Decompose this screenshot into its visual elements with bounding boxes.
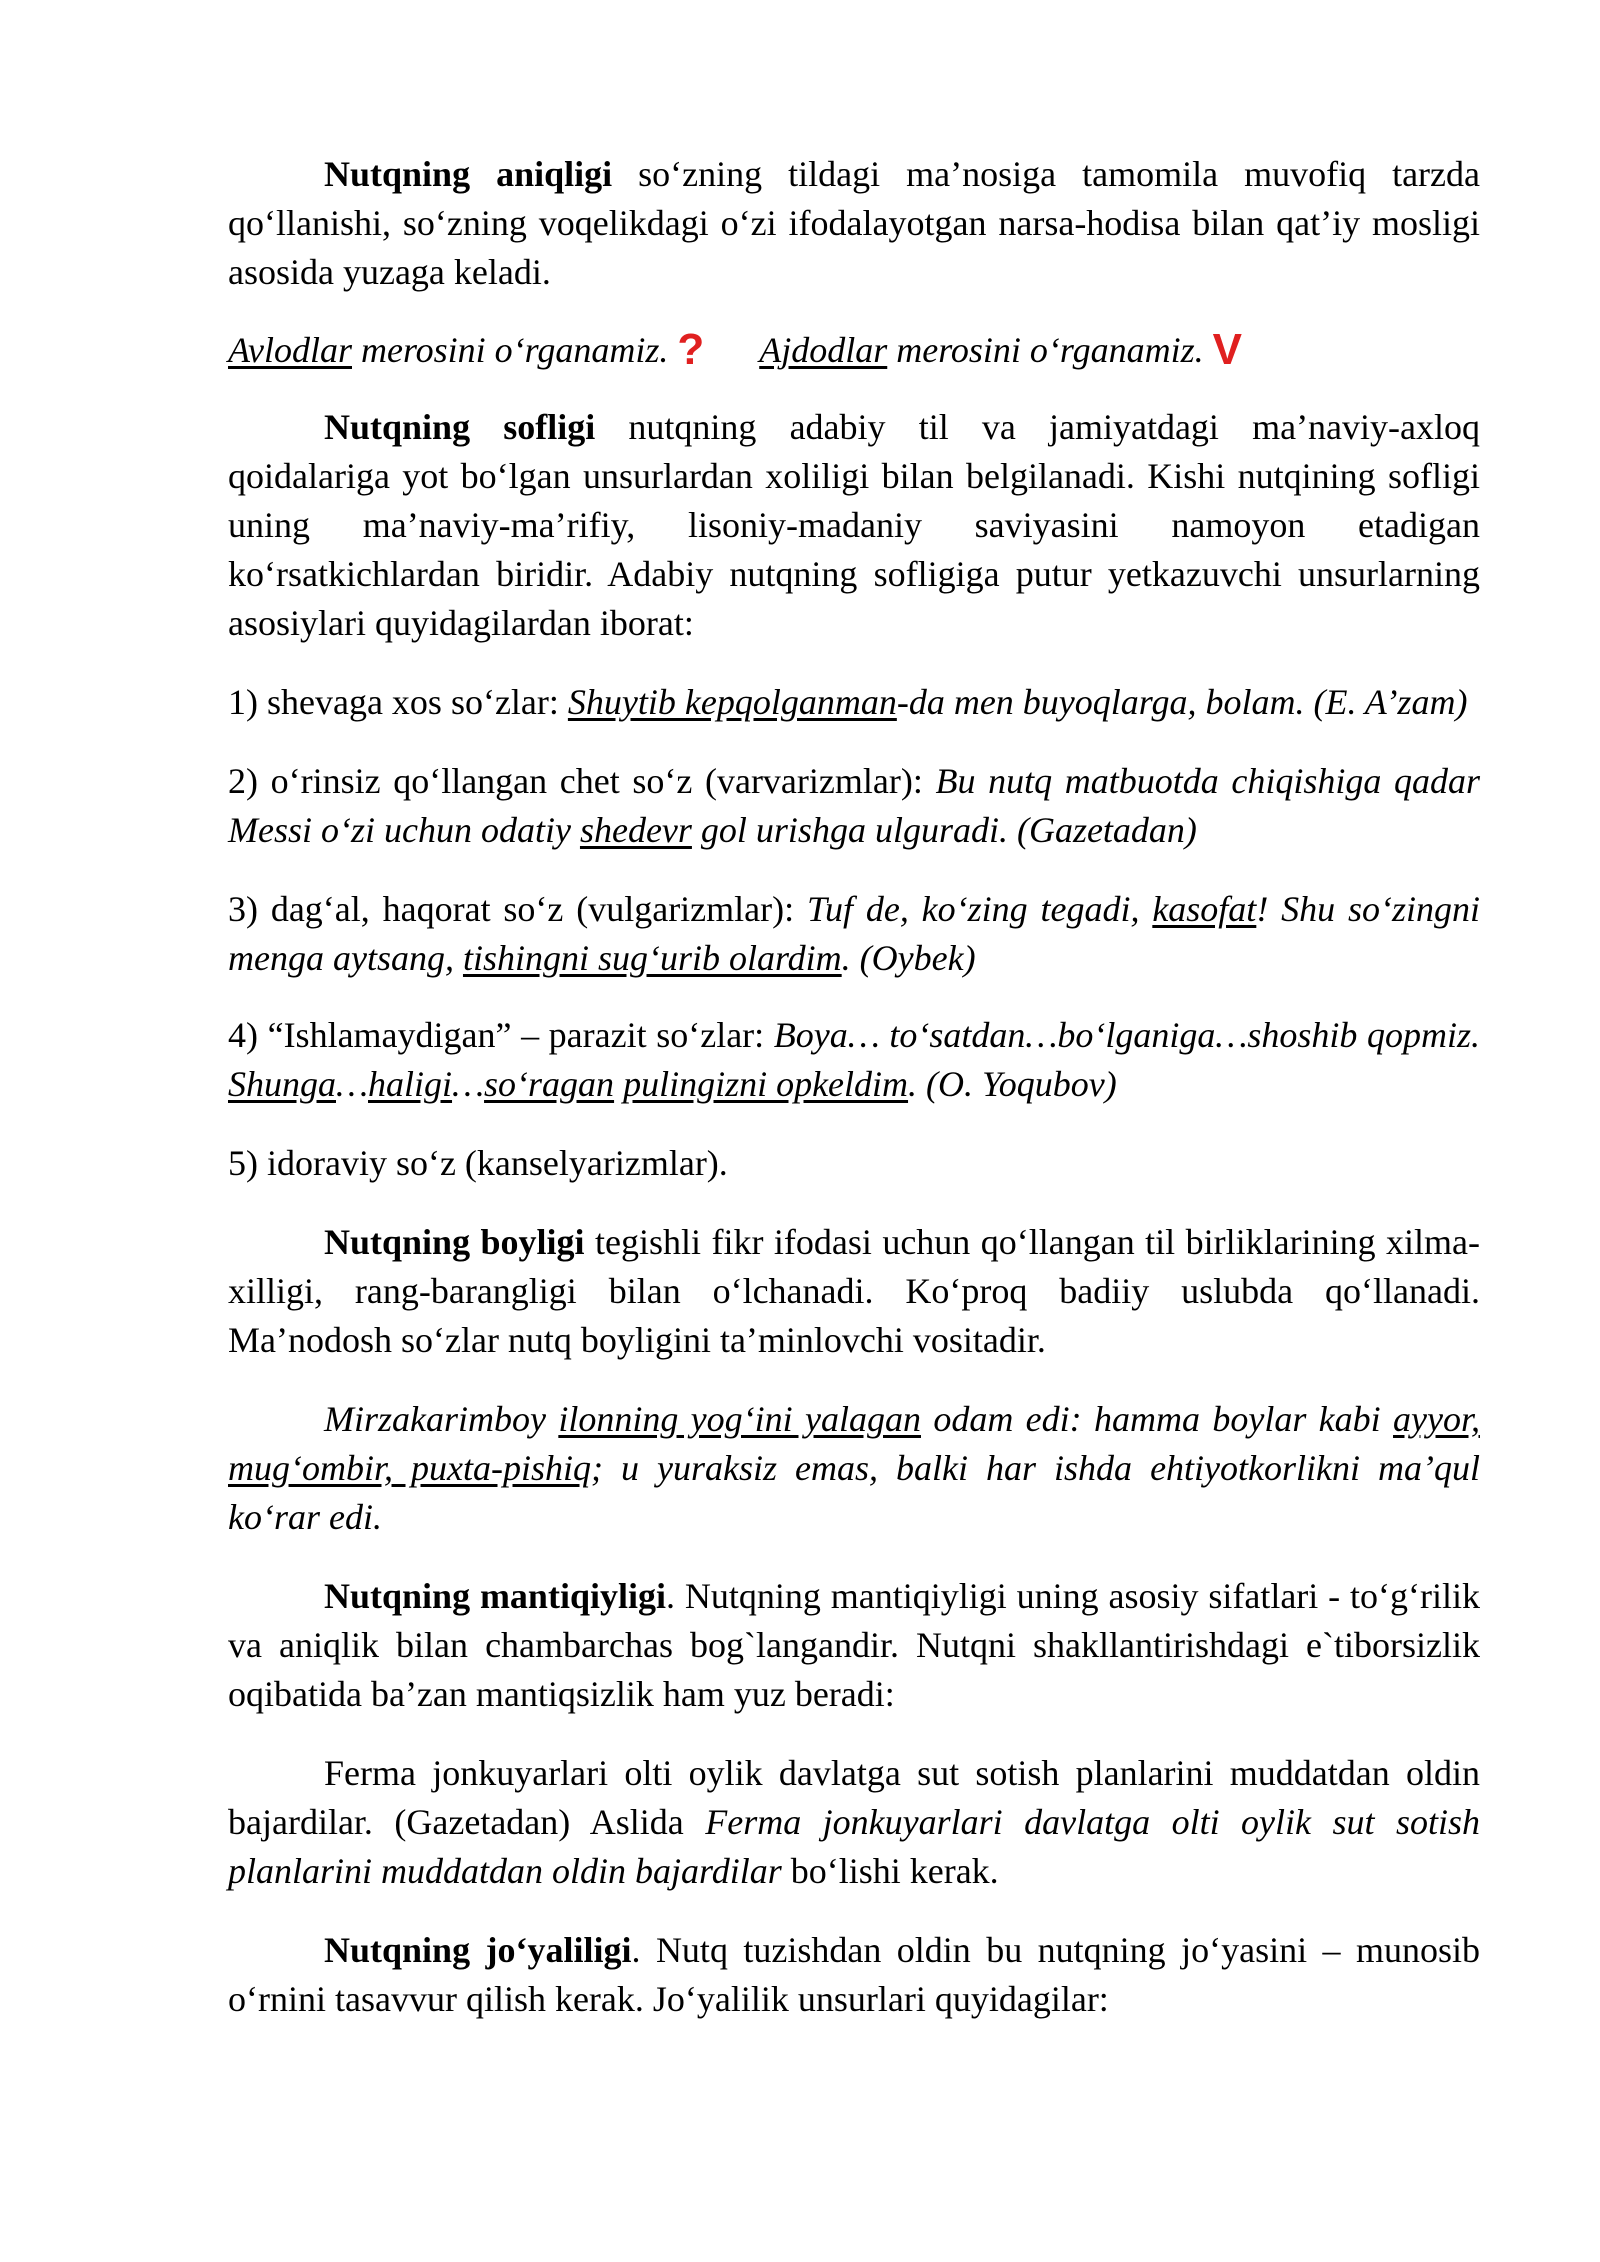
underlined-example: Shunga	[228, 1064, 336, 1104]
paragraph-boyligi	[228, 1218, 1480, 1365]
underlined-example: shedevr	[579, 810, 692, 850]
right-word: Ajdodlar	[759, 330, 888, 370]
example-text: -da men buyoqlarga, bolam. (E. A’zam)	[896, 682, 1468, 722]
example-text: Boya… to‘satdan…bo‘lganiga…shoshib qopmiz.	[773, 1015, 1480, 1055]
right-example-text: merosini o‘rganamiz.	[887, 330, 1213, 370]
quote-example	[228, 1395, 1480, 1542]
example-text: . (O. Yoqubov)	[908, 1064, 1117, 1104]
list-item-5	[228, 1139, 1480, 1188]
example-text: gol urishga ulguradi. (Gazetadan)	[691, 810, 1197, 850]
list-item-lead: 4) “Ishlamaydigan” – parazit so‘zlar:	[228, 1015, 774, 1055]
underlined-example: kasofat	[1152, 889, 1257, 929]
checkmark-icon: V	[1212, 325, 1242, 374]
example-text: ; u yuraksiz emas, balki har ishda ehtiyotkorlikni ma’qul ko‘rar edi.	[228, 1448, 1481, 1537]
list-item-lead: 1) shevaga xos so‘zlar:	[228, 682, 568, 722]
list-item-1	[228, 678, 1480, 727]
list-item-4	[228, 1011, 1480, 1109]
paragraph-aniqligi	[228, 150, 1480, 297]
example-text	[614, 1064, 623, 1104]
wrong-example	[228, 325, 705, 374]
term-mantiqiyligi: Nutqning mantiqiyligi	[324, 1576, 666, 1616]
paragraph-ferma-example	[228, 1749, 1480, 1896]
paragraph-text: tegishli fikr ifodasi uchun qo‘llangan til birliklarining xilma-xilligi, rang-barangligi bilan o‘lchanadi. Ko‘proq badiiy uslubda qo‘llanadi. Ma’nodosh so‘zlar nutq boyligini ta’minlovchi vositadir.	[228, 1222, 1481, 1360]
underlined-example: Shuytib kepqolganman	[567, 682, 897, 722]
wrong-word: Avlodlar	[228, 330, 352, 370]
example-text: . (Oybek)	[841, 938, 976, 978]
example-text: odam edi: hamma boylar kabi	[920, 1399, 1394, 1439]
right-example	[759, 325, 1242, 374]
example-text: Tuf de, ko‘zing tegadi,	[806, 889, 1153, 929]
term-boyligi: Nutqning boyligi	[324, 1222, 585, 1262]
list-item-3	[228, 885, 1480, 983]
term-sofligi: Nutqning sofligi	[324, 407, 596, 447]
underlined-example: tishingni sug‘urib olardim	[462, 938, 842, 978]
list-item-2	[228, 757, 1480, 855]
paragraph-mantiqiyligi	[228, 1572, 1480, 1719]
corrected-sentence: Ferma jonkuyarlari davlatga olti oylik sut sotish planlarini muddatdan oldin bajardilar	[228, 1802, 1480, 1891]
underlined-example: pulingizni opkeldim	[623, 1064, 909, 1104]
question-mark-icon: ?	[677, 325, 705, 374]
example-text: …	[336, 1064, 369, 1104]
list-item-lead: 3) dag‘al, haqorat so‘z (vulgarizmlar):	[228, 889, 807, 929]
wrong-example-text: merosini o‘rganamiz.	[352, 330, 678, 370]
example-comparison	[228, 325, 1480, 375]
list-item-lead: 5) idoraviy so‘z (kanselyarizmlar).	[228, 1143, 728, 1183]
paragraph-text: so‘zning tildagi ma’nosiga tamomila muvofiq tarzda qo‘llanishi, so‘zning voqelikdagi o‘zi ifodalayotgan narsa-hodisa bilan qat’iy mosligi asosida yuzaga keladi.	[228, 154, 1481, 292]
example-text: Mirzakarimboy	[324, 1399, 559, 1439]
example-text: ! Shu so‘zingni menga aytsang,	[228, 889, 1480, 978]
list-item-lead: 2) o‘rinsiz qo‘llangan chet so‘z (varvarizmlar):	[228, 761, 936, 801]
term-aniqligi: Nutqning aniqligi	[324, 154, 613, 194]
underlined-example: so‘ragan	[484, 1064, 615, 1104]
paragraph-text: bo‘lishi kerak.	[781, 1851, 999, 1891]
term-joyaliligi: Nutqning jo‘yaliligi	[324, 1930, 632, 1970]
example-text: Bu nutq matbuotda chiqishiga qadar Messi o‘zi uchun odatiy	[228, 761, 1480, 850]
paragraph-text: . Nutq tuzishdan oldin bu nutqning jo‘yasini – munosib o‘rnini tasavvur qilish kerak. Jo‘yalilik unsurlari quyidagilar:	[228, 1930, 1480, 2019]
paragraph-sofligi	[228, 403, 1480, 648]
underlined-example: ayyor, mug‘ombir, puxta-pishiq	[228, 1399, 1480, 1488]
paragraph-text: . Nutqning mantiqiyligi uning asosiy sifatlari - to‘g‘rilik va aniqlik bilan chambarchas bog`langandir. Nutqni shakllantirishdagi e`tiborsizlik oqibatida ba’zan mantiqsizlik ham yuz beradi:	[228, 1576, 1480, 1714]
underlined-example: haligi	[368, 1064, 453, 1104]
paragraph-text: Ferma jonkuyarlari olti oylik davlatga sut sotish planlarini muddatdan oldin bajardilar. (Gazetadan) Aslida	[228, 1753, 1480, 1842]
example-text: …	[452, 1064, 485, 1104]
paragraph-joyaliligi	[228, 1926, 1480, 2024]
paragraph-text: nutqning adabiy til va jamiyatdagi ma’naviy-axloq qoidalariga yot bo‘lgan unsurlardan xoliligi bilan belgilanadi. Kishi nutqining sofligi uning ma’naviy-ma’rifiy, lisoniy-madaniy saviyasini namoyon etadigan ko‘rsatkichlardan biridir. Adabiy nutqning sofligiga putur yetkazuvchi unsurlarning asosiylari quyidagilardan iborat:	[228, 407, 1481, 643]
underlined-example: ilonning yog‘ini yalagan	[558, 1399, 921, 1439]
